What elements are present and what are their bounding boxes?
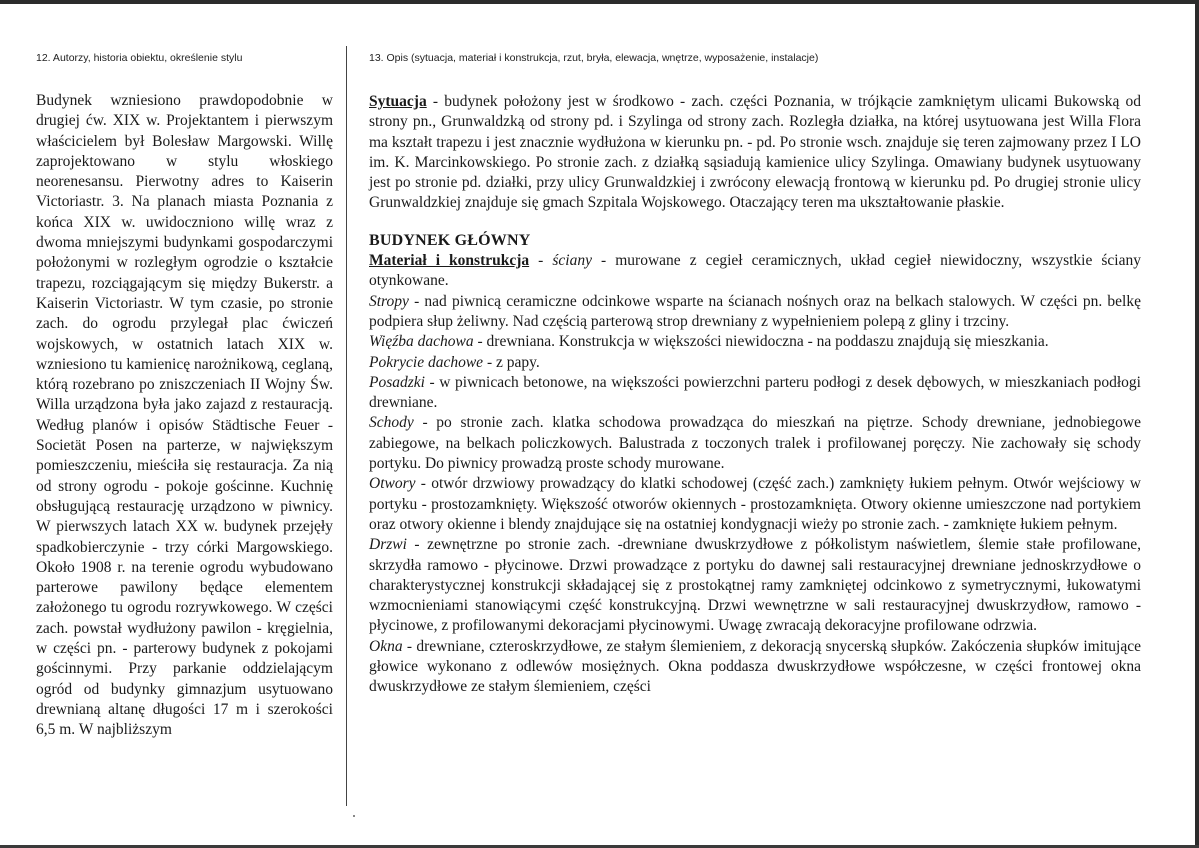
openings-paragraph [369, 474, 1141, 535]
ceilings-paragraph [369, 292, 1141, 333]
windows-paragraph [369, 637, 1141, 698]
openings-label: Otwory [369, 475, 416, 493]
walls-text: - murowane z cegieł ceramicznych, układ cegieł niewidoczny, wszystkie ściany otynkowane. [369, 252, 1141, 290]
column-divider [346, 46, 347, 806]
stairs-paragraph [369, 413, 1141, 474]
windows-label: Okna [369, 637, 403, 655]
roofing-text: - z papy. [483, 353, 540, 371]
scan-speck [353, 815, 355, 817]
page-frame-right [1195, 0, 1199, 848]
situation-label: Sytuacja [369, 93, 427, 110]
floors-label: Posadzki [369, 373, 425, 391]
roof-truss-paragraph [369, 332, 1141, 352]
doors-paragraph [369, 535, 1141, 636]
roof-truss-label: Więźba dachowa [369, 333, 474, 351]
floors-text: - w piwnicach betonowe, na większości powierzchni parteru podłogi z desek dębowych, w mieszkaniach podłogi drewniane. [369, 373, 1141, 412]
windows-text: - drewniane, czteroskrzydłowe, ze stałym ślemieniem, z dekoracją snycerską słupków. Zakóczenia słupków imitujące głowice wykonano z odlewów mosiężnych. Okna poddasza dwuskrzydłowe współczesne, w części frontowej okna dwuskrzydłowe ze stałym ślemieniem, części [369, 637, 1141, 696]
material-label: Materiał i konstrukcja [369, 252, 530, 270]
history-text: Budynek wzniesiono prawdopodobnie w drugiej ćw. XIX w. Projektantem i pierwszym właścicielem był Bolesław Margowski. Willę zaprojektowano w stylu włoskiego neorenesansu. Pierwotny adres to Kaiserin Victoriastr. 3. Na planach miasta Poznania z końca XIX w. uwidoczniono willę wraz z dwoma mniejszymi budynkami gospodarczymi położonymi w rozległym ogrodzie o kształcie trapezu, rozciągającym się między Bukerstr. a Kaiserin Victoriastr. W tym czasie, po stronie zach. do ogrodu przylegał plac ćwiczeń wojskowych, w ostatnich latach XIX w. wzniesiono tu kamienicę narożnikową, ceglaną, którą rozebrano po zniszczeniach II Wojny Św. Willa urządzona była jako zajazd z restauracją. Według planów i opisów Städtische Feuer - Societät Posen na parterze, w największym pomieszczeniu, mieściła się restauracja. Za nią od strony ogrodu - pokoje gościnne. Kuchnię obsługującą restaurację urządzono w piwnicy. W pierwszych latach XX w. budynek przejęły spadkobierczynie - trzy córki Margowskiego. Około 1908 r. na terenie ogrodu wybudowano parterowe pawilony będące elementem założonego tu ogrodu rozrywkowego. W części zach. powstał wydłużony pawilon - kręgielnia, w części pn. - parterowy budynek z pokojami gościnnymi. Przy parkanie oddzielającym ogród od budynky gimnazjum usytuowano drewnianą altanę długości 17 m i szerokości 6,5 m. W najbliższym [36, 92, 333, 739]
left-section-header: 12. Autorzy, historia obiektu, określenie stylu [36, 52, 243, 64]
material-separator: - [529, 252, 553, 270]
page-frame-top [0, 0, 1199, 4]
situation-paragraph [369, 92, 1141, 214]
floors-paragraph [369, 373, 1141, 414]
ceilings-label: Stropy [369, 292, 409, 310]
roofing-label: Pokrycie dachowe [369, 353, 484, 371]
description-column [369, 92, 1141, 698]
spacer [369, 214, 1141, 231]
walls-label: ściany [552, 252, 592, 270]
roof-truss-text: - drewniana. Konstrukcja w większości niewidoczna - na poddaszu znajdują się mieszkania. [473, 333, 1049, 351]
ceilings-text: - nad piwnicą ceramiczne odcinkowe wsparte na ścianach nośnych oraz na belkach stalowych. W części pn. belkę podpiera słup żeliwny. Nad częścią parterową strop drewniany z wypełnieniem polepą z gliny i trzciny. [369, 292, 1141, 330]
situation-text: - budynek położony jest w środkowo - zach. części Poznania, w trójkącie zamkniętym ulicami Bukowską od strony pn., Grunwaldzką od strony pd. i Szylinga od strony zach. Rozległa działka, na której usytuowana jest Willa Flora ma kształt trapezu i jest znacznie wydłużona w kierunku pn. - pd. Po stronie wsch. znajduje się teren zajmowany przez I LO im. K. Marcinkowskiego. Po stronie zach. z działką sąsiadują kamienice ulicy Szylinga. Omawiany budynek usytuowany jest po stronie pd. działki, przy ulicy Grunwaldzkiej i zwrócony elewacją frontową w kierunku pd. Po drugiej stronie ulicy Grunwaldzkiej znajduje się gmach Szpitala Wojskowego. Otaczający teren ma ukształtowanie płaskie. [369, 93, 1141, 212]
doors-label: Drzwi [369, 536, 407, 554]
main-building-heading: BUDYNEK GŁÓWNY [369, 231, 531, 249]
stairs-label: Schody [369, 414, 414, 432]
right-section-header: 13. Opis (sytuacja, materiał i konstrukcja, rzut, bryła, elewacja, wnętrze, wyposażenie, instalacje) [369, 52, 819, 64]
roofing-paragraph [369, 353, 1141, 373]
stairs-text: - po stronie zach. klatka schodowa prowadząca do mieszkań na piętrze. Schody drewniane, jednobiegowe zabiegowe, na belkach policzkowych. Balustrada z toczonych tralek i profilowanej poręczy. Nie zachowały się schody portyku. Do piwnicy prowadzą proste schody murowane. [369, 414, 1141, 473]
openings-text: - otwór drzwiowy prowadzący do klatki schodowej (część zach.) zamknięty łukiem pełnym. Otwór wejściowy w portyku - prostozamknięty. Większość otworów okiennych - prostozamknięta. Otwory okienne umieszczone nad portykiem oraz otwory okienne i blendy znajdujące się na ostatniej kondygnacji wieży po stronie zach. - zamknięte łukiem pełnym. [369, 475, 1141, 533]
doors-text: - zewnętrzne po stronie zach. -drewniane dwuskrzydłowe z półkolistym naświetlem, ślemie stałe profilowane, skrzydła ramowo - płycinowe. Drzwi prowadzące z portyku do dawnej sali restauracyjnej drewniane jednoskrzydłowe o charakterystycznej konstrukcji składającej się z prostokątnej ramy zamkniętej odcinkowo z symetrycznymi, łukowatymi wzmocnieniami stanowiącymi część konstrukcyjną. Drzwi wewnętrzne w sali restauracyjnej dwuskrzydłow, ramowo - płycinowe, z profilowanymi dekoracjami płycinowymi. Uwagę zwracają dekoracyjne profilowane odrzwia. [369, 536, 1141, 635]
material-paragraph [369, 251, 1141, 292]
